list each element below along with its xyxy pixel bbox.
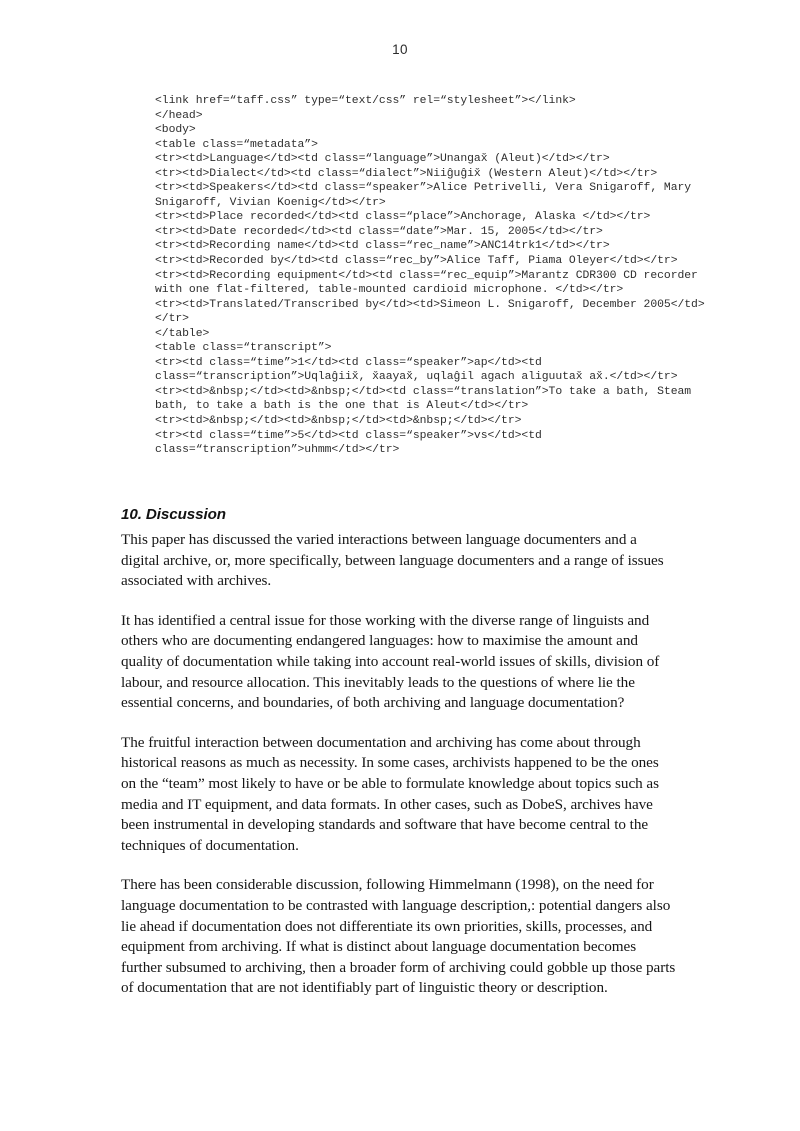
code-line: <link href=“taff.css” type=“text/css” rel=“stylesheet”></link> xyxy=(155,95,576,107)
body-paragraph: There has been considerable discussion, following Himmelmann (1998), on the need for language documentation to be contrasted with language description,: potential dangers also lie ahead if documentation does not differentiate its own priorities, skills, processes, and equipment from archiving. If what is distinct about language documentation becomes further subsumed to archiving, then a broader form of archiving could gobble up those parts of documentation that are not identifiably part of linguistic theory or description. xyxy=(121,876,676,997)
code-line: <tr><td class=“time”>1</td><td class=“speaker”>ap</td><td class=“transcription”>Uqlaĝiix̌, x̌aayax̌, uqlaĝil agach aliguutax̌ ax̌.</td></tr> xyxy=(155,356,678,384)
code-line: </table> xyxy=(155,327,210,340)
body-paragraph: This paper has discussed the varied interactions between language documenters and a digital archive, or, more specifically, between language documenters and a range of issues associated with archives. xyxy=(121,531,664,590)
code-line: <tr><td>Recorded by</td><td class=“rec_by”>Alice Taff, Piama Oleyer</td></tr> xyxy=(155,255,678,268)
body-paragraph: The fruitful interaction between documentation and archiving has come about through historical reasons as much as necessity. In some cases, archivists happened to be the ones on the “team” most likely to have or be able to formulate knowledge about topics such as media and IT equipment, and data formats. In other cases, such as DobeS, archives have been instrumental in developing standards and software that have become central to the techniques of documentation. xyxy=(121,733,659,854)
paragraph-list xyxy=(121,530,676,999)
code-line: <table class=“metadata”> xyxy=(155,138,318,151)
section-heading: 10. Discussion xyxy=(121,506,226,523)
code-line: <tr><td>Recording name</td><td class=“rec_name”>ANC14trk1</td></tr> xyxy=(155,240,610,253)
code-line: <tr><td>Dialect</td><td class=“dialect”>Niiĝuĝix̌ (Western Aleut)</td></tr> xyxy=(155,167,658,180)
code-line: <tr><td>Date recorded</td><td class=“date”>Mar. 15, 2005</td></tr> xyxy=(155,225,603,238)
code-line: <tr><td>Speakers</td><td class=“speaker”>Alice Petrivelli, Vera Snigaroff, Mary Snigaroff, Vivian Koenig</td></tr> xyxy=(155,182,698,209)
code-line: <body> xyxy=(155,124,196,137)
code-line: <tr><td>Language</td><td class=“language”>Unangax̌ (Aleut)</td></tr> xyxy=(155,153,610,166)
code-line: <tr><td>Translated/Transcribed by</td><td>Simeon L. Snigaroff, December 2005</td></tr> xyxy=(155,298,705,326)
code-line: <tr><td>Place recorded</td><td class=“place”>Anchorage, Alaska </td></tr> xyxy=(155,211,651,224)
html-code-listing xyxy=(155,94,715,458)
body-content xyxy=(121,505,676,999)
code-line: <table class=“transcript”> xyxy=(155,342,332,355)
code-line: <tr><td>&nbsp;</td><td>&nbsp;</td><td>&nbsp;</td></tr> xyxy=(155,415,522,428)
code-line: <tr><td>Recording equipment</td><td class=“rec_equip”>Marantz CDR300 CD recorder with one flat-filtered, table-mounted cardioid microphone. </td></tr> xyxy=(155,269,705,297)
code-line: <tr><td class=“time”>5</td><td class=“speaker”>vs</td><td class=“transcription”>uhmm</td></tr> xyxy=(155,429,549,457)
page-number: 10 xyxy=(392,42,408,57)
code-line: </head> xyxy=(155,109,203,122)
code-line: <tr><td>&nbsp;</td><td>&nbsp;</td><td class=“translation”>To take a bath, Steam bath, to take a bath is the one that is Aleut</td></tr> xyxy=(155,385,698,413)
body-paragraph: It has identified a central issue for those working with the diverse range of linguists and others who are documenting endangered languages: how to maximise the amount and quality of documentation while taking into account real-world issues of skills, division of labour, and resource allocation. This inevitably leads to the questions of where lie the essential concerns, and boundaries, of both archiving and language documentation? xyxy=(121,611,660,712)
